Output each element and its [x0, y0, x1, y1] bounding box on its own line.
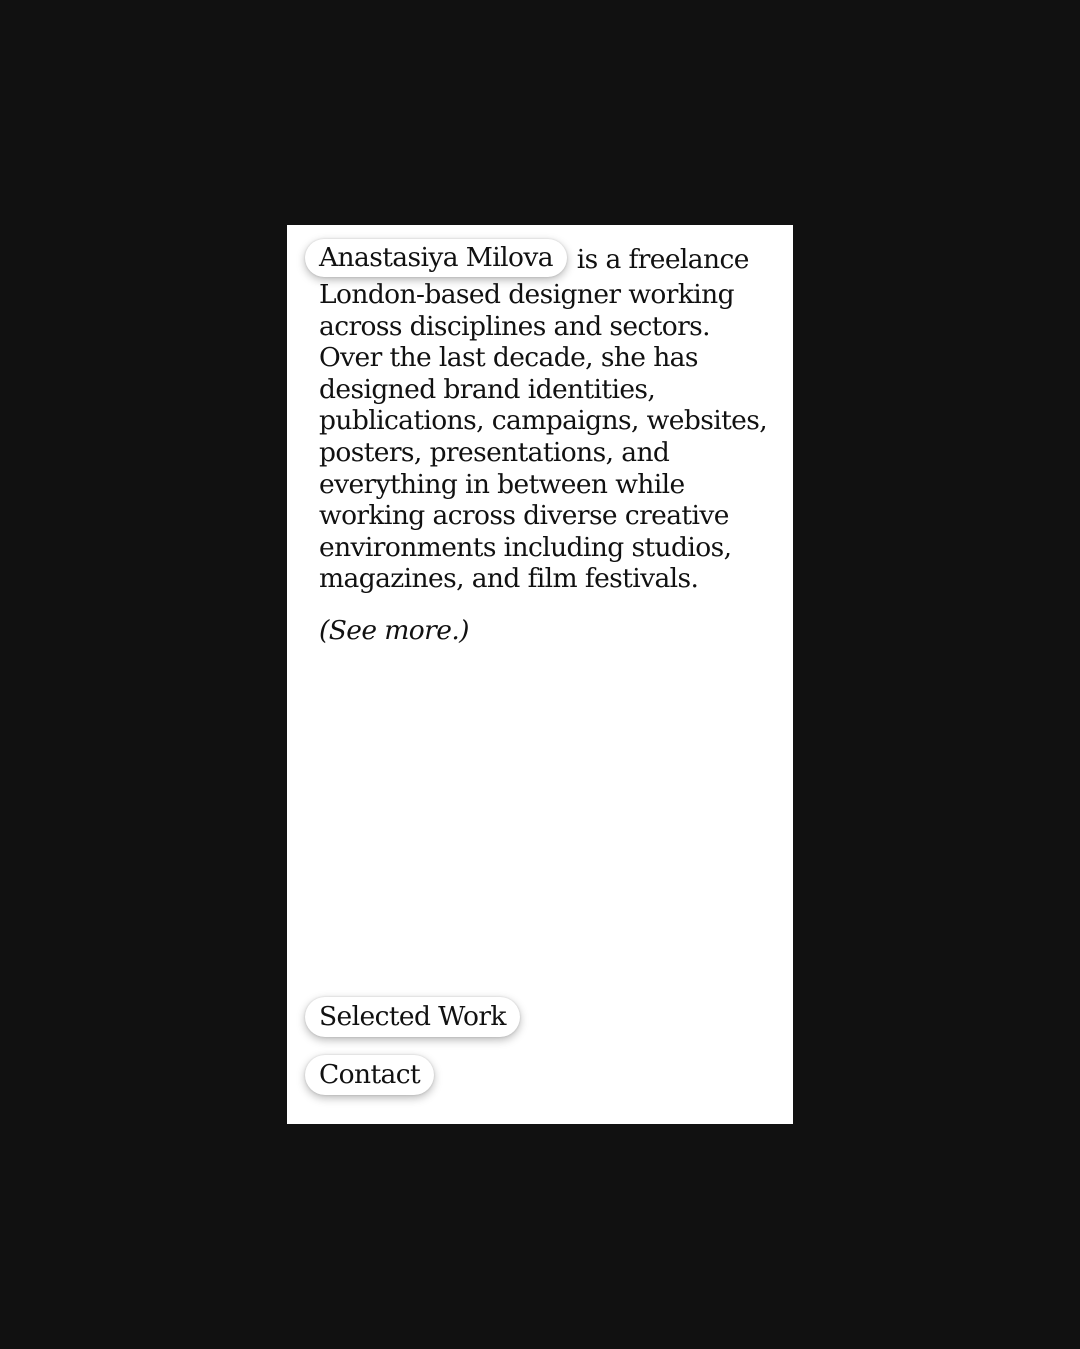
- bio-text: is a freelance London-based designer working across disciplines and sectors. Over the last decade, she has designed brand identities, publications, campaigns, websites, posters, presentations, and everything in between while working across diverse creative environments including studios, magazines, and film festivals.: [319, 244, 768, 595]
- see-more-link[interactable]: (See more.): [319, 615, 469, 646]
- phone-screen: [287, 225, 793, 1124]
- selected-work-button[interactable]: Selected Work: [305, 997, 520, 1037]
- intro-paragraph: [319, 241, 769, 595]
- contact-button[interactable]: Contact: [305, 1055, 434, 1095]
- bottom-nav: [305, 997, 520, 1113]
- name-pill-button[interactable]: Anastasiya Milova: [305, 239, 567, 277]
